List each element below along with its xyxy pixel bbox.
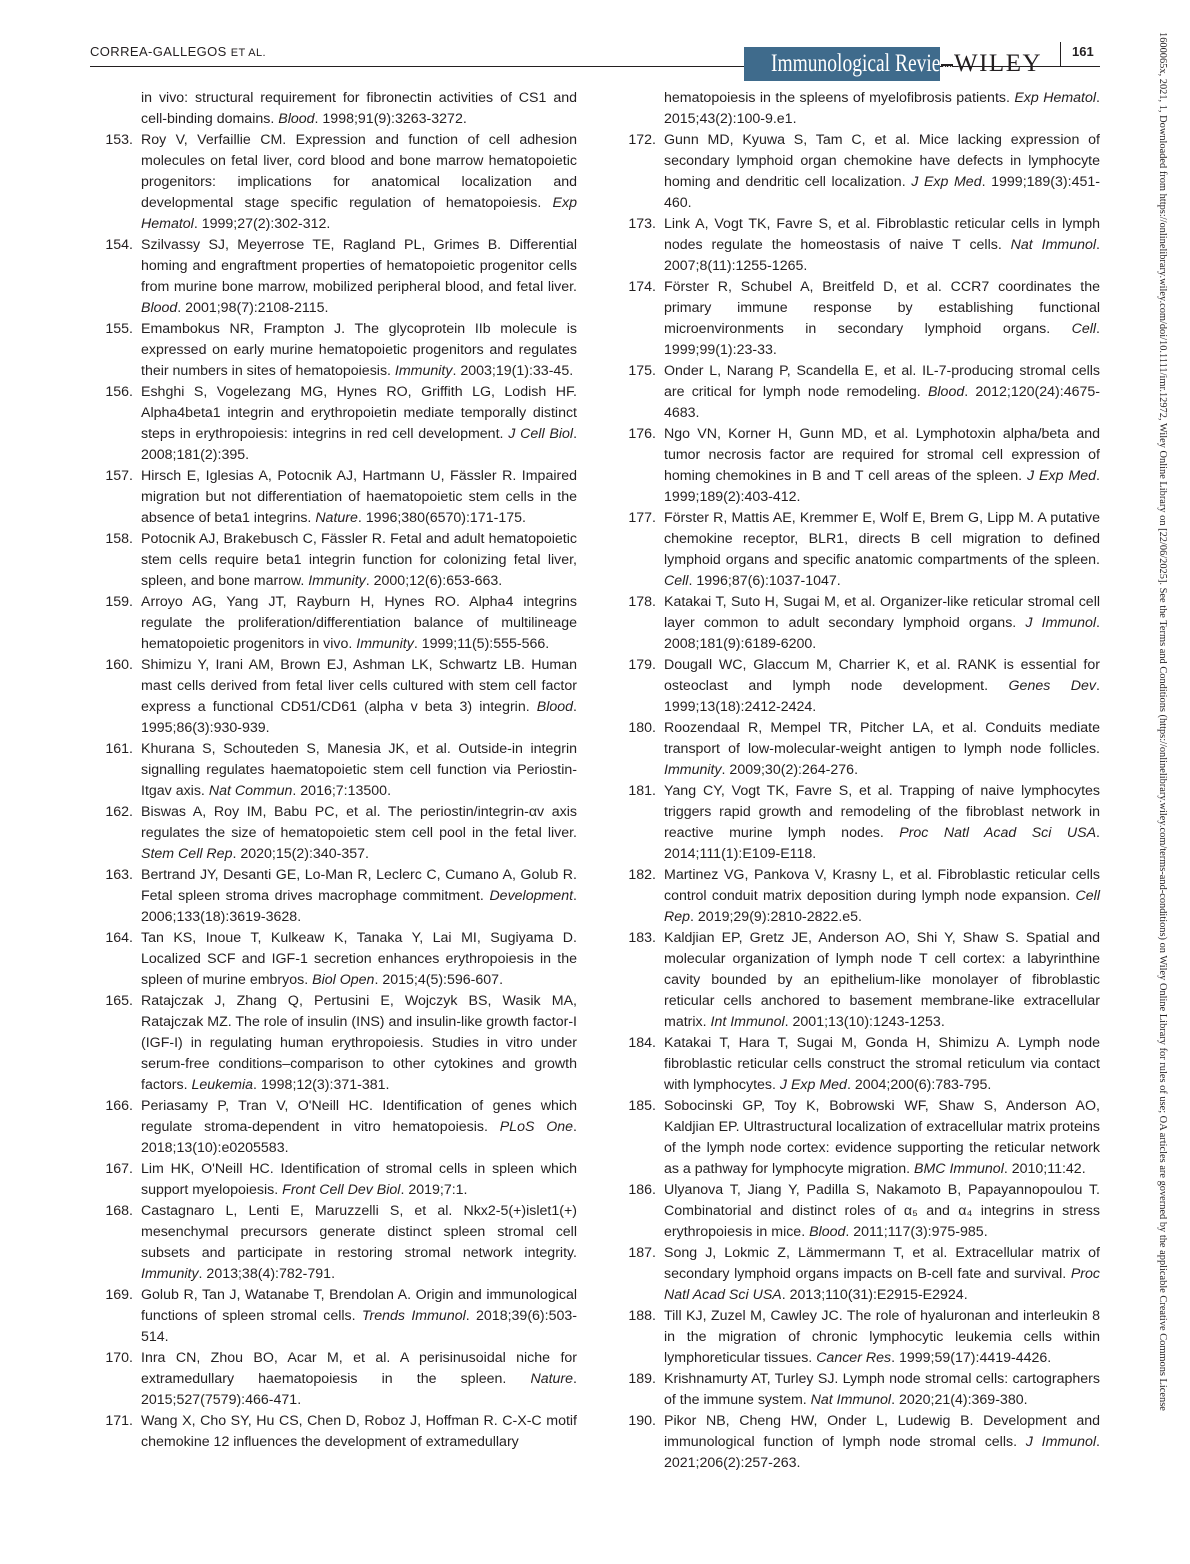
journal-title: Nat Commun (208, 783, 293, 799)
reference-body: Castagnaro L, Lenti E, Maruzzelli S, et al. Nkx2-5(+)islet1(+) mesenchymal precursors generate distinct spleen stromal cell subsets and participate in restoring stromal network integrity. (141, 1203, 577, 1261)
reference-item (89, 865, 577, 928)
journal-title: Immunity (394, 363, 453, 379)
reference-item (612, 1306, 1100, 1369)
reference-item (89, 1096, 577, 1159)
reference-number: 182. (628, 867, 656, 883)
reference-text (141, 739, 577, 802)
citation-details: . 2016;7:13500. (292, 783, 392, 799)
reference-number: 166. (105, 1098, 133, 1114)
journal-title: Blood (809, 1224, 846, 1240)
citation-details: . 2013;38(4):782-791. (198, 1266, 336, 1282)
reference-text (141, 1096, 577, 1159)
reference-body: Ulyanova T, Jiang Y, Padilla S, Nakamoto B, Papayannopoulou T. Combinatorial and distinct roles of α₅ and α₄ integrins in stress erythropoiesis in mice. (664, 1182, 1100, 1240)
reference-text (664, 1180, 1100, 1243)
reference-text (141, 1285, 577, 1348)
reference-item (612, 655, 1100, 718)
reference-item (89, 655, 577, 739)
journal-title: PLoS One (499, 1119, 574, 1135)
reference-body: Till KJ, Zuzel M, Cawley JC. The role of hyaluronan and interleukin 8 in the migration of chronic lymphocytic leukemia cells within lymphoreticular tissues. (664, 1308, 1100, 1366)
reference-number: 167. (105, 1161, 133, 1177)
reference-body: Ratajczak J, Zhang Q, Pertusini E, Wojczyk BS, Wasik MA, Ratajczak MZ. The role of insulin (INS) and insulin-like growth factor-I (IGF-I) in regulating human erythropoiesis. Studies in vitro under serum-free conditions–comparison to other cytokines and growth factors. (141, 993, 577, 1093)
reference-text (664, 718, 1100, 781)
reference-body: Szilvassy SJ, Meyerrose TE, Ragland PL, Grimes B. Differential homing and engraftment properties of hematopoietic progenitor cells from murine bone marrow, mobilized peripheral blood, and fetal liver. (141, 237, 577, 295)
reference-item (612, 592, 1100, 655)
reference-body: Link A, Vogt TK, Favre S, et al. Fibroblastic reticular cells in lymph nodes regulate the homeostasis of naive T cells. (664, 216, 1100, 253)
reference-item (89, 319, 577, 382)
reference-number: 170. (105, 1350, 133, 1366)
reference-text (664, 592, 1100, 655)
reference-number: 184. (628, 1035, 656, 1051)
reference-number: 172. (628, 132, 656, 148)
citation-details: . 2019;29(9):2810-2822.e5. (690, 909, 862, 925)
journal-name: Immunological Reviews (770, 50, 963, 77)
journal-title: Stem Cell Rep (141, 846, 233, 862)
reference-text (141, 991, 577, 1096)
reference-number: 154. (105, 237, 133, 253)
authors-etal: ET AL. (230, 47, 266, 59)
citation-details: . 1999;99(1):23-33. (664, 321, 1100, 358)
citation-details: . 1999;59(17):4419-4426. (891, 1350, 1052, 1366)
header-divider (1060, 42, 1061, 66)
reference-number: 187. (628, 1245, 656, 1261)
reference-number: 164. (105, 930, 133, 946)
reference-item (612, 361, 1100, 424)
reference-text (664, 1411, 1100, 1474)
reference-body: Krishnamurty AT, Turley SJ. Lymph node stromal cells: cartographers of the immune system. (664, 1371, 1100, 1408)
authors-text: CORREA-GALLEGOS (90, 44, 227, 59)
reference-number: 181. (628, 783, 656, 799)
citation-details: . 2009;30(2):264-276. (721, 762, 859, 778)
reference-number: 171. (105, 1413, 133, 1429)
journal-title: Leukemia (191, 1077, 253, 1093)
reference-item (612, 1243, 1100, 1306)
reference-item (612, 88, 1100, 130)
reference-body: Biswas A, Roy IM, Babu PC, et al. The periostin/integrin-αv axis regulates the size of hematopoietic stem cell pool in the fetal liver. (141, 804, 577, 841)
reference-number: 176. (628, 426, 656, 442)
citation-details: . 1995;86(3):930-939. (141, 699, 577, 736)
reference-text (664, 214, 1100, 277)
reference-item (612, 1096, 1100, 1180)
reference-text (141, 1201, 577, 1285)
reference-body: Inra CN, Zhou BO, Acar M, et al. A perisinusoidal niche for extramedullary haematopoiesis in the spleen. (141, 1350, 577, 1387)
reference-body: Yang CY, Vogt TK, Favre S, et al. Trapping of naive lymphocytes triggers rapid growth and remodeling of the fibroblast network in reactive murine lymph nodes. (664, 783, 1100, 841)
citation-details: . 2014;111(1):E109-E118. (664, 825, 1100, 862)
reference-body: Roy V, Verfaillie CM. Expression and function of cell adhesion molecules on fetal liver, cord blood and bone marrow hematopoietic progenitors: implications for anatomical localization and developmental stage specific regulation of hematopoiesis. (141, 132, 577, 211)
journal-title: Development (489, 888, 574, 904)
citation-details: . 2015;4(5):596-607. (374, 972, 504, 988)
reference-text (141, 319, 577, 382)
reference-body: Song J, Lokmic Z, Lämmermann T, et al. Extracellular matrix of secondary lymphoid organs impacts on B-cell fate and survival. (664, 1245, 1100, 1282)
download-notice: 1600065x, 2021, 1, Downloaded from https://onlinelibrary.wiley.com/doi/10.1111/imr.12972, Wiley Online Library on [22/06/2025]. See the Terms and Conditions (https://onlinelibrary.wiley.com/terms-and-conditions) on Wiley Online Library for rules of use; OA articles are governed by the applicable Creative Commons License (1157, 32, 1168, 1411)
reference-item (612, 1411, 1100, 1474)
reference-column-left (89, 88, 577, 1453)
reference-number: 168. (105, 1203, 133, 1219)
reference-text (664, 1096, 1100, 1180)
journal-title: Proc Natl Acad Sci USA (664, 1266, 1100, 1303)
reference-body: Förster R, Schubel A, Breitfeld D, et al. CCR7 coordinates the primary immune response by establishing functional microenvironments in secondary lymphoid organs. (664, 279, 1100, 337)
reference-item (612, 1369, 1100, 1411)
reference-item (89, 88, 577, 130)
reference-item (612, 718, 1100, 781)
running-head-authors (90, 44, 266, 59)
page-number: 161 (1072, 44, 1094, 59)
reference-text (141, 466, 577, 529)
journal-title: Genes Dev (1008, 678, 1097, 694)
citation-details: . 2011;117(3):975-985. (845, 1224, 988, 1240)
citation-details: . 2010;11:42. (1003, 1161, 1086, 1177)
reference-text (141, 655, 577, 739)
reference-item (612, 508, 1100, 592)
journal-title: J Cell Biol (508, 426, 574, 442)
reference-number: 175. (628, 363, 656, 379)
reference-text (664, 1306, 1100, 1369)
reference-item (612, 130, 1100, 214)
reference-text (664, 88, 1100, 130)
journal-title: Immunity (308, 573, 366, 589)
citation-details: . 2018;13(10):e0205583. (141, 1119, 577, 1156)
reference-body: Martinez VG, Pankova V, Krasny L, et al. Fibroblastic reticular cells control conduit matrix deposition during lymph node expansion. (664, 867, 1100, 904)
reference-text (141, 865, 577, 928)
journal-title: Blood (927, 384, 965, 400)
citation-details: . 2001;98(7):2108-2115. (177, 300, 329, 316)
download-sidebar (1152, 32, 1172, 1532)
reference-body: Kaldjian EP, Gretz JE, Anderson AO, Shi Y, Shaw S. Spatial and molecular organization of lymph node T cell cortex: a labyrinthine cavity bounded by an epithelium-like monolayer of fibroblastic reticular cells anchored to basement membrane-like extracellular matrix. (664, 930, 1100, 1030)
reference-body: in vivo: structural requirement for fibronectin activities of CS1 and cell-binding domains. (141, 90, 577, 127)
reference-text (664, 508, 1100, 592)
journal-title: Proc Natl Acad Sci USA (899, 825, 1097, 841)
reference-text (141, 802, 577, 865)
reference-number: 160. (105, 657, 133, 673)
citation-details: . 1999;189(3):451-460. (664, 174, 1100, 211)
reference-text (664, 1369, 1100, 1411)
journal-title: Nat Immunol (1010, 237, 1097, 253)
reference-text (664, 781, 1100, 865)
reference-item (612, 1180, 1100, 1243)
journal-title: Nat Immunol (810, 1392, 892, 1408)
citation-details: . 2018;39(6):503-514. (141, 1308, 577, 1345)
reference-item (89, 382, 577, 466)
reference-number: 169. (105, 1287, 133, 1303)
reference-number: 161. (105, 741, 133, 757)
reference-number: 173. (628, 216, 656, 232)
reference-text (141, 592, 577, 655)
reference-number: 188. (628, 1308, 656, 1324)
reference-body: Tan KS, Inoue T, Kulkeaw K, Tanaka Y, Lai MI, Sugiyama D. Localized SCF and IGF-1 secretion enhances erythropoiesis in the spleen of murine embryos. (141, 930, 577, 988)
reference-number: 153. (105, 132, 133, 148)
reference-item (89, 592, 577, 655)
journal-title: Cell Rep (664, 888, 1100, 925)
reference-number: 189. (628, 1371, 656, 1387)
reference-number: 163. (105, 867, 133, 883)
citation-details: . 2020;15(2):340-357. (232, 846, 369, 862)
reference-number: 174. (628, 279, 656, 295)
reference-number: 165. (105, 993, 133, 1009)
citation-details: . 1999;11(5):555-566. (413, 636, 550, 652)
reference-text (664, 424, 1100, 508)
journal-title: Cell (1071, 321, 1097, 337)
reference-text (664, 928, 1100, 1033)
journal-title: Blood (278, 111, 315, 127)
reference-item (89, 235, 577, 319)
reference-text (141, 1348, 577, 1411)
reference-text (141, 1411, 577, 1453)
reference-item (89, 802, 577, 865)
journal-title: J Immunol (1025, 615, 1097, 631)
reference-body: Pikor NB, Cheng HW, Onder L, Ludewig B. Development and immunological function of lymph node stromal cells. (664, 1413, 1100, 1450)
reference-body: Emambokus NR, Frampton J. The glycoprotein IIb molecule is expressed on early murine hematopoietic progenitors and regulates their numbers in sites of hematopoiesis. (141, 321, 577, 379)
reference-body: Khurana S, Schouteden S, Manesia JK, et al. Outside-in integrin signalling regulates haematopoietic stem cell function via Periostin-Itgav axis. (141, 741, 577, 799)
reference-body: Gunn MD, Kyuwa S, Tam C, et al. Mice lacking expression of secondary lymphoid organ chemokine have defects in lymphocyte homing and dendritic cell localization. (664, 132, 1100, 190)
citation-details: . 2000;12(6):653-663. (365, 573, 503, 589)
reference-number: 183. (628, 930, 656, 946)
reference-number: 157. (105, 468, 133, 484)
journal-logo (744, 47, 963, 81)
journal-title: Cancer Res (816, 1350, 892, 1366)
journal-title: Immunity (141, 1266, 199, 1282)
reference-body: Sobocinski GP, Toy K, Bobrowski WF, Shaw S, Anderson AO, Kaldjian EP. Ultrastructural localization of extracellular matrix proteins of the lymph node cortex: evidence supporting the reticular network as a pathway for lymphocyte migration. (664, 1098, 1100, 1177)
reference-item (612, 865, 1100, 928)
reference-body: Onder L, Narang P, Scandella E, et al. IL-7-producing stromal cells are critical for lymph node remodeling. (664, 363, 1100, 400)
reference-number: 185. (628, 1098, 656, 1114)
reference-number: 159. (105, 594, 133, 610)
journal-title: J Exp Med (911, 174, 982, 190)
reference-text (141, 928, 577, 991)
reference-number: 158. (105, 531, 133, 547)
reference-body: Shimizu Y, Irani AM, Brown EJ, Ashman LK, Schwartz LB. Human mast cells derived from fetal liver cells cultured with stem cell factor express a functional CD51/CD61 (alpha v beta 3) integrin. (141, 657, 577, 715)
citation-details: . 1999;189(2):403-412. (664, 468, 1100, 505)
reference-body: Katakai T, Hara T, Sugai M, Gonda H, Shimizu A. Lymph node fibroblastic reticular cells construct the stromal reticulum via contact with lymphocytes. (664, 1035, 1100, 1093)
reference-body: hematopoiesis in the spleens of myelofibrosis patients. (664, 90, 1015, 106)
citation-details: . 2008;181(9):6189-6200. (664, 615, 1100, 652)
reference-item (89, 1411, 577, 1453)
reference-text (664, 865, 1100, 928)
reference-item (89, 1159, 577, 1201)
reference-number: 179. (628, 657, 656, 673)
reference-item (612, 1033, 1100, 1096)
reference-body: Lim HK, O'Neill HC. Identification of stromal cells in spleen which support myelopoiesis. (141, 1161, 577, 1198)
reference-number: 186. (628, 1182, 656, 1198)
reference-item (612, 214, 1100, 277)
reference-item (89, 529, 577, 592)
page-header (0, 0, 1190, 80)
journal-title: BMC Immunol (913, 1161, 1004, 1177)
reference-item (612, 928, 1100, 1033)
journal-title: Trends Immunol (361, 1308, 466, 1324)
reference-item (89, 1201, 577, 1285)
citation-details: . 2008;181(2):395. (141, 426, 578, 463)
reference-text (664, 655, 1100, 718)
journal-title: Int Immunol (710, 1014, 785, 1030)
citation-details: . 2013;110(31):E2915-E2924. (781, 1287, 968, 1303)
reference-item (612, 424, 1100, 508)
reference-text (664, 130, 1100, 214)
reference-text (664, 361, 1100, 424)
journal-title: Nature (315, 510, 358, 526)
citation-details: . 1999;27(2):302-312. (193, 216, 331, 232)
reference-text (141, 529, 577, 592)
journal-title: Exp Hematol (141, 195, 577, 232)
reference-item (612, 781, 1100, 865)
citation-details: . 2006;133(18):3619-3628. (141, 888, 577, 925)
reference-number: 180. (628, 720, 656, 736)
reference-body: Förster R, Mattis AE, Kremmer E, Wolf E, Brem G, Lipp M. A putative chemokine receptor, BLR1, directs B cell migration to defined lymphoid organs and specific anatomic compartments of the spleen. (664, 510, 1100, 568)
journal-title: Front Cell Dev Biol (282, 1182, 401, 1198)
journal-title: Immunity (664, 762, 722, 778)
citation-details: . 2004;200(6):783-795. (846, 1077, 992, 1093)
reference-text (141, 382, 577, 466)
reference-item (89, 466, 577, 529)
journal-title: Immunity (356, 636, 414, 652)
reference-body: Bertrand JY, Desanti GE, Lo-Man R, Leclerc C, Cumano A, Golub R. Fetal spleen stroma drives macrophage commitment. (141, 867, 577, 904)
citation-details: . 1999;13(18):2412-2424. (664, 678, 1100, 715)
citation-details: . 1996;87(6):1037-1047. (688, 573, 841, 589)
reference-text (141, 1159, 577, 1201)
reference-body: Katakai T, Suto H, Sugai M, et al. Organizer-like reticular stromal cell layer common to adult secondary lymphoid organs. (664, 594, 1100, 631)
reference-text (664, 277, 1100, 361)
journal-title: Cell (664, 573, 689, 589)
citation-details: . 2001;13(10):1243-1253. (784, 1014, 945, 1030)
citation-details: . 2021;206(2):257-263. (664, 1434, 1100, 1471)
reference-body: Arroyo AG, Yang JT, Rayburn H, Hynes RO. Alpha4 integrins regulate the proliferation/differentiation balance of multilineage hematopoietic progenitors in vivo. (141, 594, 577, 652)
reference-body: Periasamy P, Tran V, O'Neill HC. Identification of genes which regulate stroma-dependent in vitro hematopoiesis. (141, 1098, 577, 1135)
reference-item (89, 739, 577, 802)
citation-details: . 2012;120(24):4675-4683. (664, 384, 1100, 421)
reference-body: Hirsch E, Iglesias A, Potocnik AJ, Hartmann U, Fässler R. Impaired migration but not differentiation of haematopoietic stem cells in the absence of beta1 integrins. (141, 468, 577, 526)
reference-body: Dougall WC, Glaccum M, Charrier K, et al. RANK is essential for osteoclast and lymph node development. (664, 657, 1100, 694)
journal-title: Exp Hematol (1014, 90, 1097, 106)
citation-details: . 1998;12(3):371-381. (253, 1077, 390, 1093)
reference-item (612, 277, 1100, 361)
reference-item (89, 130, 577, 235)
reference-body: Potocnik AJ, Brakebusch C, Fässler R. Fetal and adult hematopoietic stem cells require beta1 integrin function for colonizing fetal liver, spleen, and bone marrow. (141, 531, 577, 589)
reference-text (141, 130, 577, 235)
journal-title: Nature (530, 1371, 574, 1387)
journal-title: J Exp Med (1027, 468, 1097, 484)
journal-title: Blood (141, 300, 178, 316)
citation-details: . 1998;91(9):3263-3272. (314, 111, 467, 127)
citation-details: . 2019;7:1. (400, 1182, 468, 1198)
reference-number: 177. (628, 510, 656, 526)
journal-title: Blood (536, 699, 574, 715)
reference-body: Golub R, Tan J, Watanabe T, Brendolan A. Origin and immunological functions of spleen stromal cells. (141, 1287, 577, 1324)
citation-details: . 1996;380(6570):171-175. (357, 510, 526, 526)
reference-text (664, 1033, 1100, 1096)
journal-title: J Immunol (1025, 1434, 1097, 1450)
reference-number: 162. (105, 804, 133, 820)
reference-item (89, 991, 577, 1096)
reference-text (141, 88, 577, 130)
journal-title: J Exp Med (779, 1077, 847, 1093)
reference-number: 155. (105, 321, 133, 337)
reference-number: 178. (628, 594, 656, 610)
logo-dash (941, 64, 953, 66)
reference-body: Wang X, Cho SY, Hu CS, Chen D, Roboz J, Hoffman R. C-X-C motif chemokine 12 influences the development of extramedullary (141, 1413, 577, 1450)
citation-details: . 2020;21(4):369-380. (891, 1392, 1028, 1408)
reference-body: Ngo VN, Korner H, Gunn MD, et al. Lymphotoxin alpha/beta and tumor necrosis factor are required for stromal cell expression of homing chemokines in B and T cell areas of the spleen. (664, 426, 1100, 484)
reference-number: 190. (628, 1413, 656, 1429)
publisher-logo: WILEY (954, 50, 1043, 77)
journal-title: Biol Open (312, 972, 375, 988)
reference-body: Eshghi S, Vogelezang MG, Hynes RO, Griffith LG, Lodish HF. Alpha4beta1 integrin and erythropoietin mediate temporally distinct steps in erythropoiesis: integrins in red cell development. (141, 384, 577, 442)
reference-column-right (612, 88, 1100, 1474)
reference-item (89, 1285, 577, 1348)
citation-details: . 2015;527(7579):466-471. (141, 1371, 577, 1408)
reference-item (89, 928, 577, 991)
reference-body: Roozendaal R, Mempel TR, Pitcher LA, et al. Conduits mediate transport of low-molecular-weight antigen to lymph node follicles. (664, 720, 1100, 757)
citation-details: . 2007;8(11):1255-1265. (664, 237, 1100, 274)
reference-item (89, 1348, 577, 1411)
reference-number: 156. (105, 384, 133, 400)
reference-text (664, 1243, 1100, 1306)
reference-text (141, 235, 577, 319)
citation-details: . 2003;19(1):33-45. (452, 363, 574, 379)
citation-details: . 2015;43(2):100-9.e1. (664, 90, 1100, 127)
